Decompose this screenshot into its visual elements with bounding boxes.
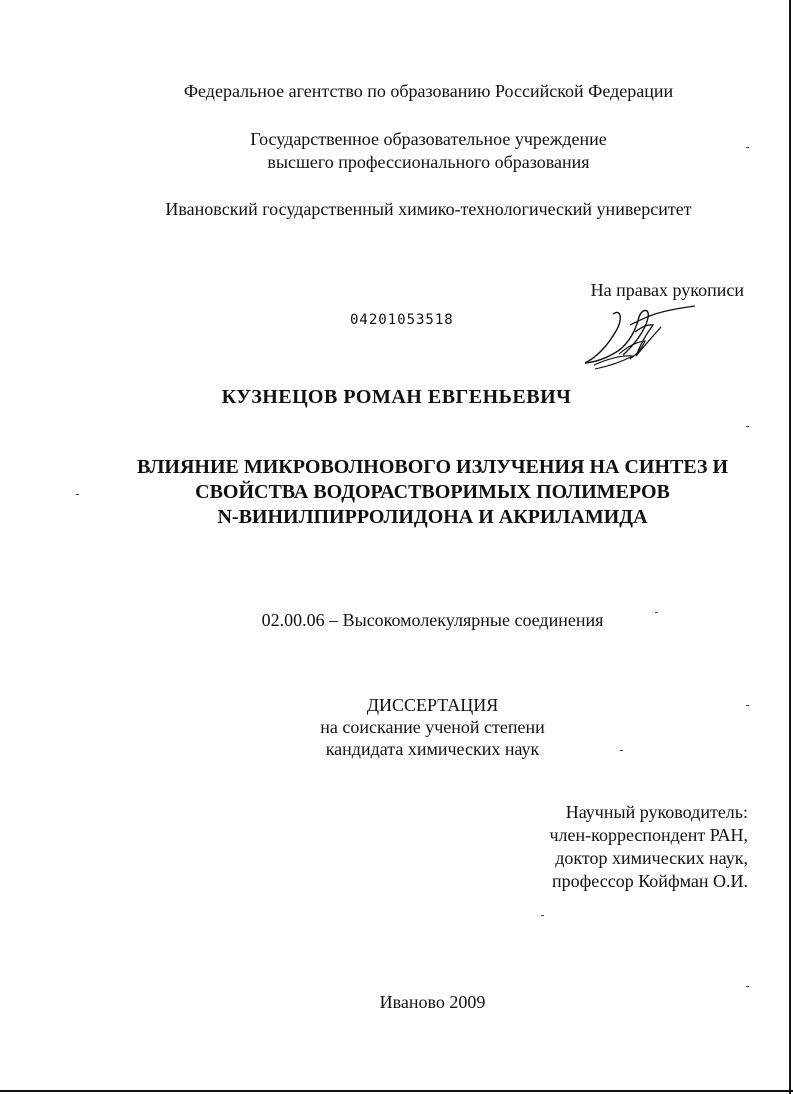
scientific-supervisor xyxy=(0,801,748,893)
archive-number: 04201053518 xyxy=(350,312,454,328)
thesis-title-line-2: СВОЙСТВА ВОДОРАСТВОРИМЫХ ПОЛИМЕРОВ xyxy=(195,481,670,503)
manuscript-rights: На правах рукописи xyxy=(590,280,744,300)
scan-speck xyxy=(541,915,544,916)
scan-speck xyxy=(655,612,658,613)
scan-speck xyxy=(76,494,79,495)
supervisor-label: Научный руководитель: xyxy=(565,802,748,822)
candidate-line: кандидата химических наук xyxy=(325,739,540,759)
institution-line-2: высшего профессионального образования xyxy=(267,152,590,172)
city-year: Иваново 2009 xyxy=(379,992,486,1012)
author-name: КУЗНЕЦОВ РОМАН ЕВГЕНЬЕВИЧ xyxy=(221,386,572,408)
university-line: Ивановский государственный химико-технологический университет xyxy=(165,199,692,219)
institution-line-1: Государственное образовательное учреждение xyxy=(250,129,607,149)
speciality-code: 02.00.06 – Высокомолекулярные соединения xyxy=(261,610,604,630)
scan-speck xyxy=(746,147,749,148)
thesis-title-line-3: N-ВИНИЛПИРРОЛИДОНА И АКРИЛАМИДА xyxy=(217,506,648,528)
thesis-title-line-1: ВЛИЯНИЕ МИКРОВОЛНОВОГО ИЗЛУЧЕНИЯ НА СИНТЕЗ И xyxy=(136,456,729,478)
ministry-line: Федеральное агентство по образованию Российской Федерации xyxy=(183,81,674,101)
scan-speck xyxy=(620,750,623,751)
dissertation-heading: ДИССЕРТАЦИЯ xyxy=(366,695,499,715)
supervisor-rank: член-корреспондент РАН, xyxy=(549,825,748,845)
scan-speck xyxy=(746,426,749,427)
scan-speck xyxy=(746,986,749,987)
scan-bottom-border xyxy=(0,1090,793,1092)
supervisor-degree: доктор химических наук, xyxy=(555,848,748,868)
scan-speck xyxy=(746,705,749,706)
degree-line: на соискание ученой степени xyxy=(320,717,545,737)
signature-icon xyxy=(575,300,700,372)
supervisor-name: профессор Койфман О.И. xyxy=(551,871,748,891)
